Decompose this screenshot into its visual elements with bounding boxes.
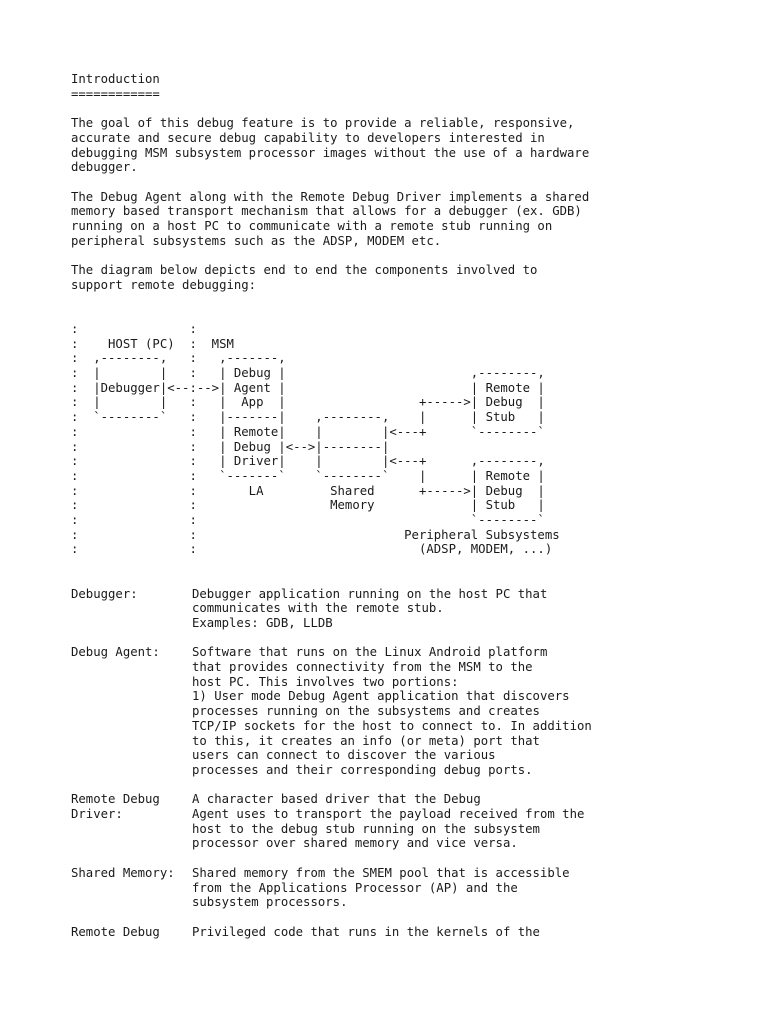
definition-remote-debug-driver — [71, 792, 751, 851]
intro-paragraph-diagram-lead: The diagram below depicts end to end the components involved to support remote debugging: — [71, 263, 538, 292]
intro-paragraph-goal: The goal of this debug feature is to provide a reliable, responsive, accurate and secure debug capability to developers interested in debugging MSM subsystem processor images without the use of a hardware debugger. — [71, 116, 590, 175]
section-title-underline: ============ — [71, 86, 160, 101]
document-page — [71, 72, 751, 939]
intro-paragraph-transport: The Debug Agent along with the Remote Debug Driver implements a shared memory based transport mechanism that allows for a debugger (ex. GDB) running on a host PC to communicate with a remote stub running on peripheral subsystems such as the ADSP, MODEM etc. — [71, 189, 590, 248]
definition-term: Shared Memory: — [71, 865, 175, 880]
definition-term: Debugger: — [71, 586, 138, 601]
definition-remote-debug-stub — [71, 925, 751, 940]
definition-term: Remote Debug — [71, 924, 160, 939]
section-title: Introduction — [71, 72, 160, 86]
ascii-architecture-diagram: : : : HOST (PC) : MSM : ,--------, : ,-------, : | | : | Debug | ,--------, : |Debugger|<--:-->| Agent | | Remote | : | | : | App | +----->| Debug | : `--------` : |-------| ,--------, | | Stub | : : | Remote| | |<---+ `--------` : : | Debug |<-->|--------| : : | Driver| | |<---+ ,--------, : : `-------` `--------` | | Remote | : : LA Shared +----->| Debug | : : Memory | Stub | : : `--------` : : Peripheral Subsystems : : (ADSP, MODEM, ...) — [71, 321, 560, 557]
definition-body: Privileged code that runs in the kernels of the — [192, 924, 540, 939]
definition-body: Shared memory from the SMEM pool that is accessible from the Applications Processor (AP) and the subsystem processors. — [192, 865, 570, 910]
definition-body: Debugger application running on the host PC that communicates with the remote stub. Examples: GDB, LLDB — [192, 586, 548, 630]
definition-term: Remote Debug Driver: — [71, 792, 160, 822]
definition-debugger — [71, 587, 751, 631]
definition-body: Software that runs on the Linux Android platform that provides connectivity from the MSM to the host PC. This involves two portions: 1) User mode Debug Agent application that discovers processes running on the subsystems and creates TCP/IP sockets for the host to connect to. In addition to this, it creates an info (or meta) port that users can connect to discover the various processes and their corresponding debug ports. — [192, 645, 592, 777]
definition-shared-memory — [71, 866, 751, 910]
definition-debug-agent — [71, 645, 751, 777]
definition-body: A character based driver that the Debug Agent uses to transport the payload received from the host to the debug stub running on the subsystem processor over shared memory and vice versa. — [192, 792, 585, 851]
definition-term: Debug Agent: — [71, 645, 160, 660]
